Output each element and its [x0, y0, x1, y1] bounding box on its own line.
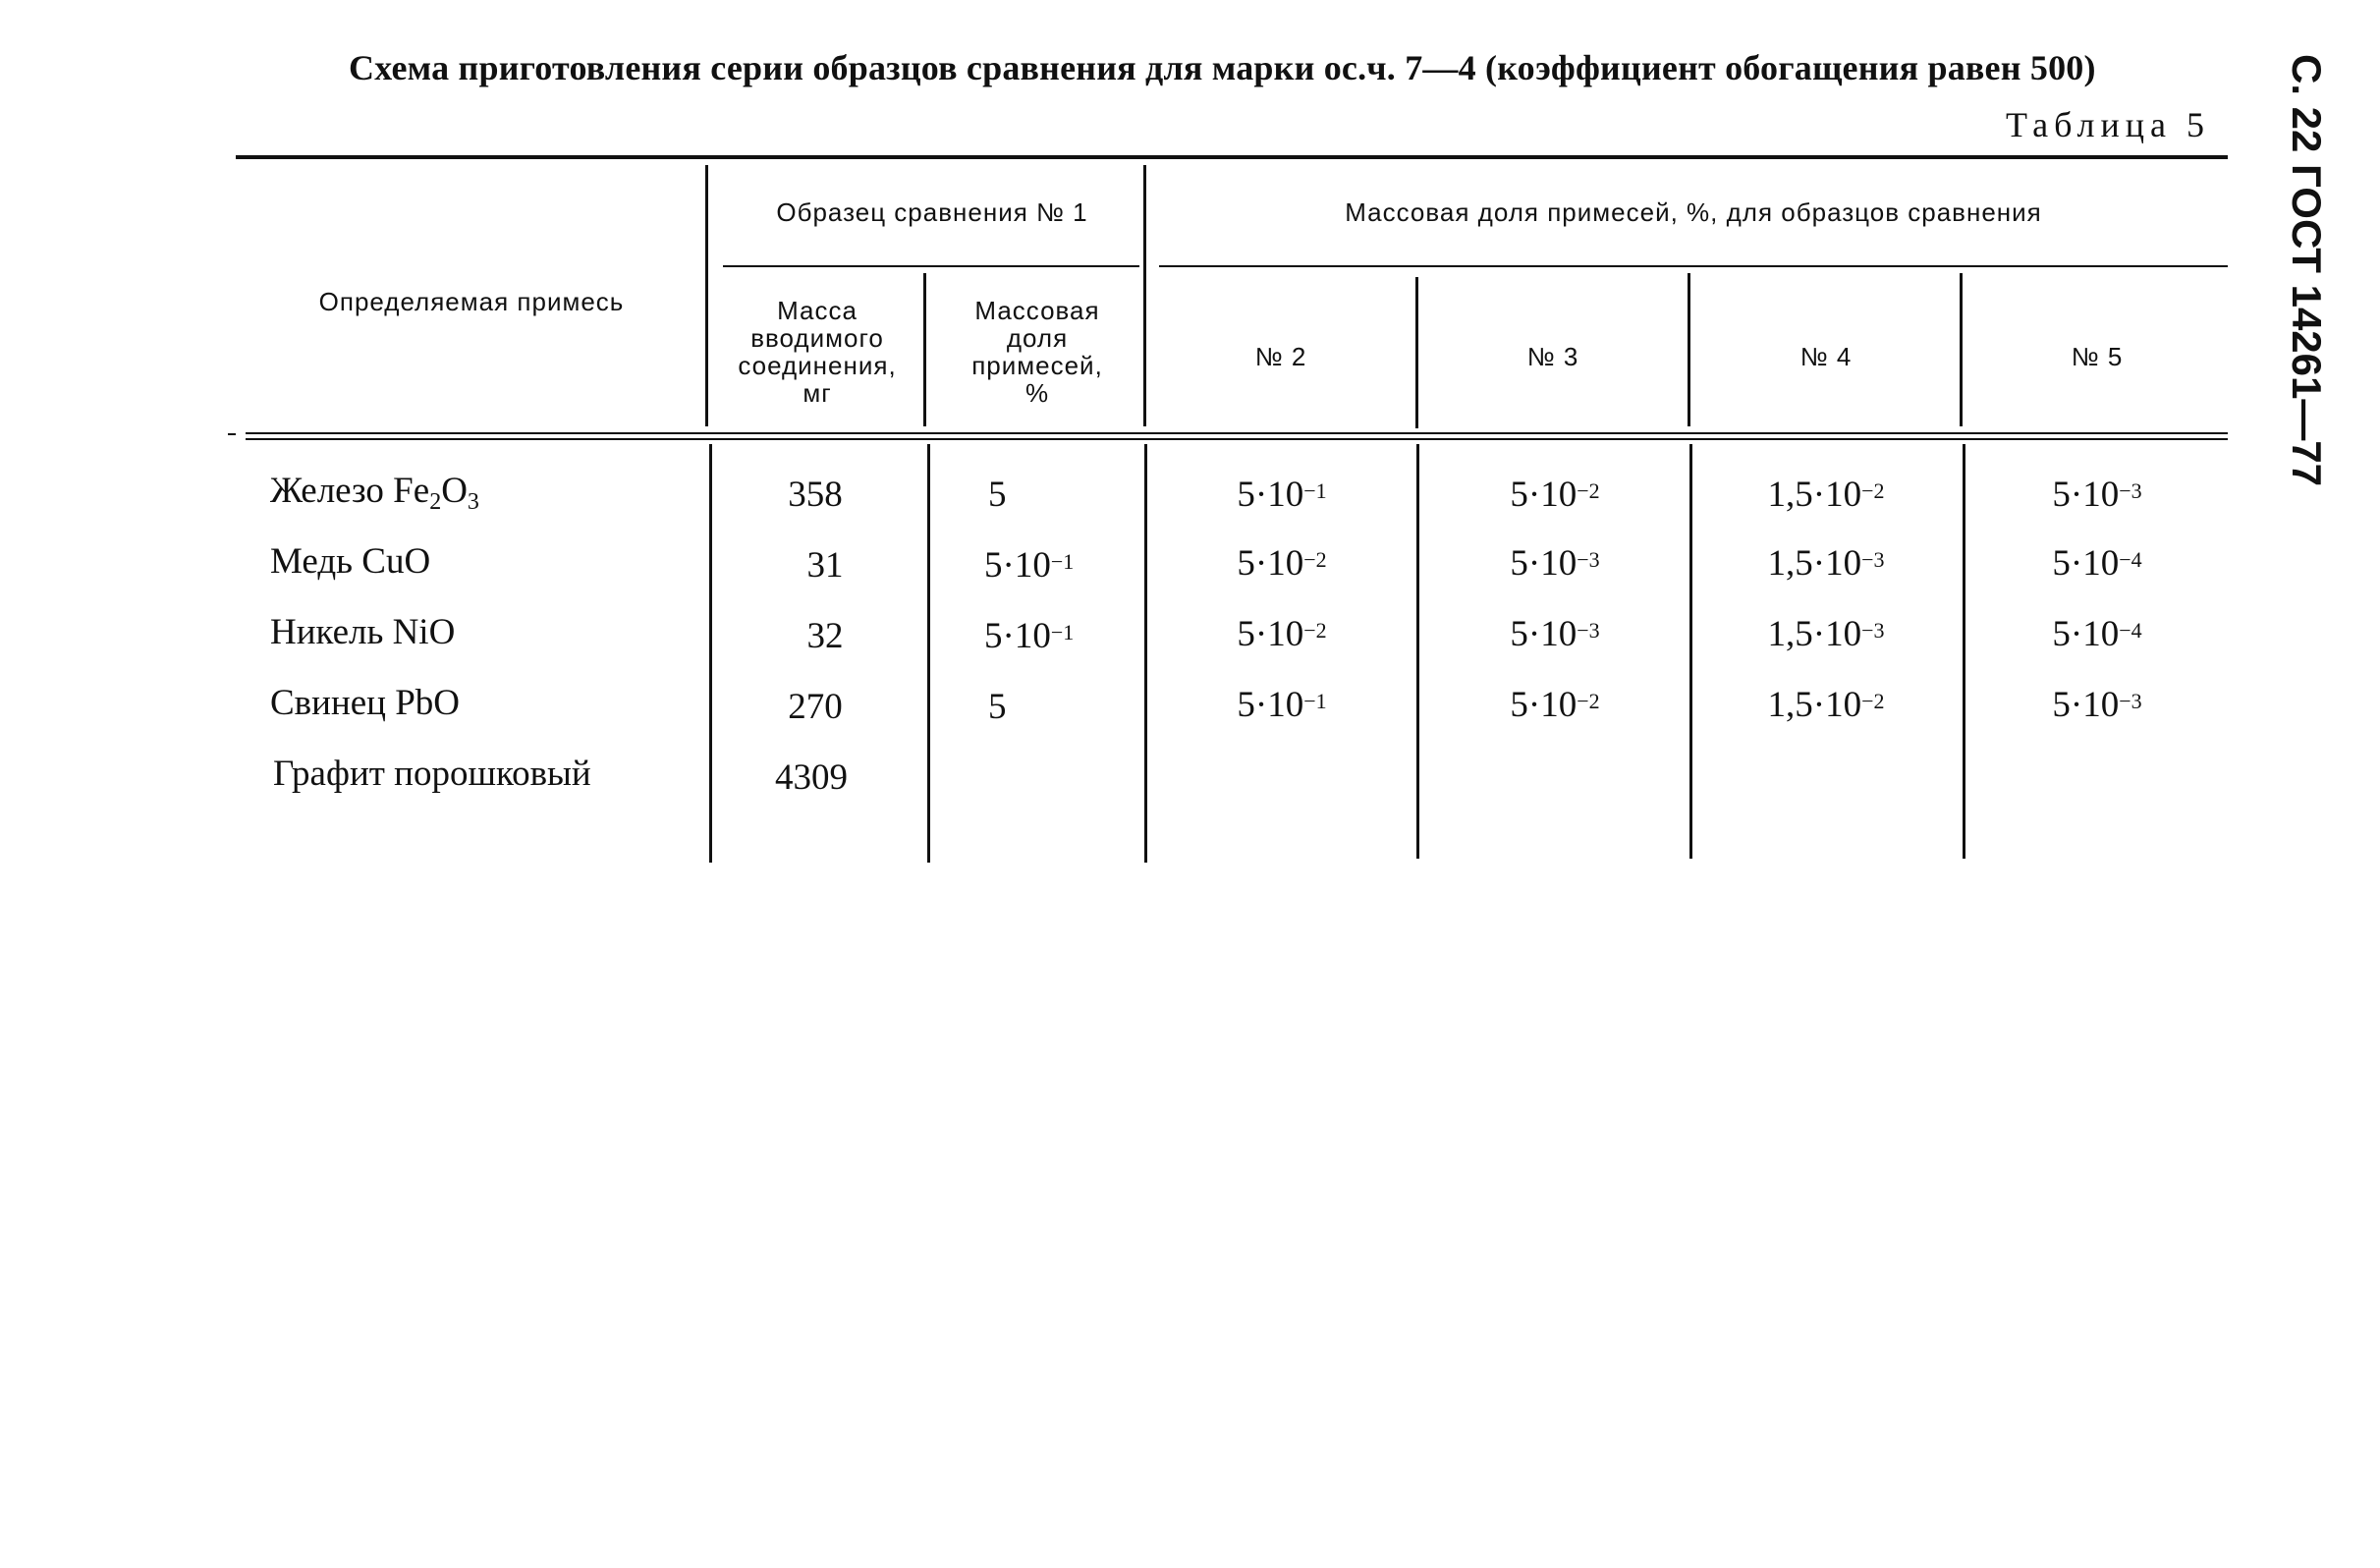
side-header-text: С. 22 ГОСТ 14261—77 [2284, 54, 2330, 487]
cell-mass: 270 [788, 687, 843, 727]
vline-body-3 [1144, 444, 1147, 863]
vline-header-3 [1143, 165, 1146, 426]
cell-n5: $5\cdot 10^{-3}$ [2052, 685, 2142, 725]
cell-n5: $5\cdot 10^{-4}$ [2052, 614, 2142, 654]
vline-header-2 [923, 273, 926, 426]
cell-mass: 358 [788, 475, 843, 515]
cell-mass: 4309 [775, 757, 848, 798]
vline-header-6 [1960, 273, 1963, 426]
cell-mass: 31 [806, 545, 844, 586]
cell-impurity: Никель NiO [270, 612, 456, 652]
header-n2: № 2 [1254, 342, 1307, 371]
vline-body-2 [927, 444, 930, 863]
vline-header-1 [705, 165, 708, 426]
vline-header-4 [1415, 277, 1418, 428]
cell-impurity: Графит порошковый [273, 754, 591, 794]
cell-n4: $1,5\cdot 10^{-2}$ [1767, 475, 1885, 515]
header-separator-rule [246, 432, 2228, 434]
vline-body-4 [1416, 444, 1419, 859]
cell-n5: $5\cdot 10^{-3}$ [2052, 475, 2142, 515]
cell-n2: $5\cdot 10^{-2}$ [1237, 614, 1327, 654]
cell-n4: $1,5\cdot 10^{-2}$ [1767, 685, 1885, 725]
header-mass-fraction: Массовая доля примесей, % [971, 296, 1103, 408]
header-separator-rule-2 [246, 438, 2228, 440]
header-n4: № 4 [1799, 342, 1853, 371]
header-n3: № 3 [1526, 342, 1579, 371]
cell-n2: $5\cdot 10^{-1}$ [1237, 475, 1327, 515]
cell-n3: $5\cdot 10^{-3}$ [1510, 614, 1600, 654]
document-title: Схема приготовления серии образцов сравнения для марки ос.ч. 7—4 (коэффициент обогащения равен 500) [349, 48, 2096, 87]
vline-header-5 [1688, 273, 1690, 426]
cell-n3: $5\cdot 10^{-2}$ [1510, 475, 1600, 515]
header-others-group: Массовая доля примесей, %, для образцов сравнения [1345, 197, 2042, 227]
vline-body-6 [1963, 444, 1965, 859]
vline-body-5 [1689, 444, 1692, 859]
cell-fraction: $5\cdot 10^{-1}$ [984, 616, 1075, 656]
cell-n4: $1,5\cdot 10^{-3}$ [1767, 543, 1885, 584]
header-sample1-group: Образец сравнения № 1 [776, 197, 1088, 227]
cell-mass: 32 [806, 616, 844, 656]
header-n5: № 5 [2071, 342, 2124, 371]
cell-n3: $5\cdot 10^{-3}$ [1510, 543, 1600, 584]
cell-impurity: Железо $Fe_2O_3$ [270, 471, 479, 515]
cell-impurity: Медь CuO [270, 541, 431, 582]
cell-n2: $5\cdot 10^{-1}$ [1237, 685, 1327, 725]
cell-fraction: 5 [988, 687, 1007, 727]
cell-fraction: $5\cdot 10^{-1}$ [984, 545, 1075, 586]
cell-n4: $1,5\cdot 10^{-3}$ [1767, 614, 1885, 654]
side-page-header [2277, 54, 2336, 487]
table-label: Таблица 5 [2006, 105, 2210, 144]
cell-impurity: Свинец PbO [270, 683, 461, 723]
separator-dash [228, 433, 236, 435]
vline-body-1 [709, 444, 712, 863]
cell-n3: $5\cdot 10^{-2}$ [1510, 685, 1600, 725]
others-group-rule [1159, 265, 2228, 267]
header-impurity: Определяемая примесь [318, 287, 625, 316]
cell-n2: $5\cdot 10^{-2}$ [1237, 543, 1327, 584]
cell-n5: $5\cdot 10^{-4}$ [2052, 543, 2142, 584]
header-mass: Масса вводимого соединения, мг [738, 296, 897, 408]
table-top-rule [236, 155, 2228, 159]
cell-fraction: 5 [988, 475, 1007, 515]
sample1-group-rule [723, 265, 1139, 267]
